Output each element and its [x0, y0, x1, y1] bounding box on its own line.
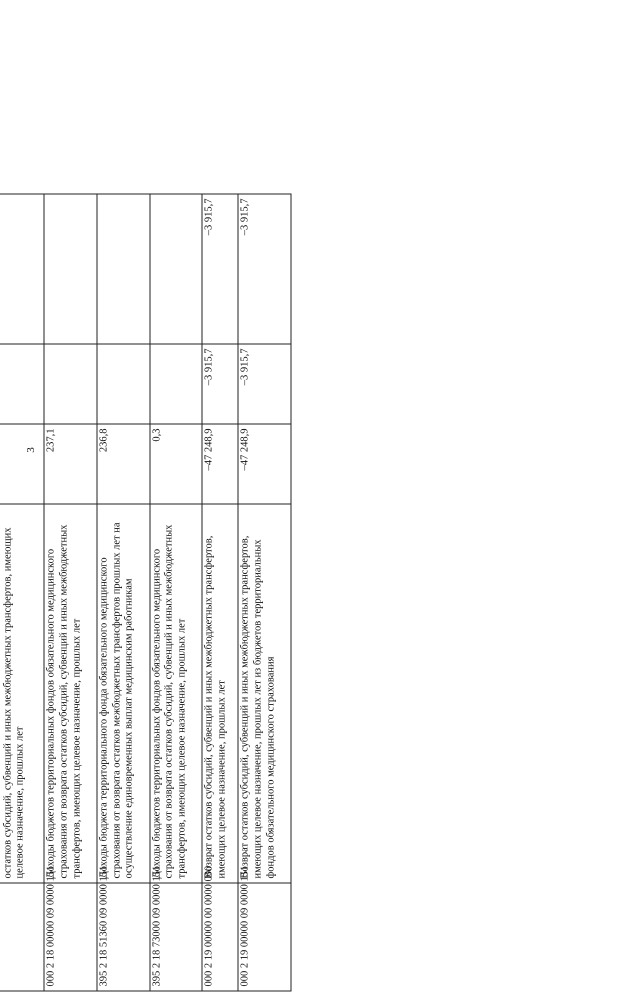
- table-row: [97, 194, 150, 991]
- table-row: [202, 194, 238, 991]
- row-value-2018: –3 915,7: [202, 344, 238, 424]
- table-row: [0, 194, 44, 991]
- row-name: Возврат остатков субсидий, субвенций и иных межбюджетных трансфертов, имеющих целевое назначение, прошлых лет: [202, 504, 238, 883]
- row-value-2019: [97, 194, 150, 344]
- row-value-2019: –3 915,7: [202, 194, 238, 344]
- table-row: [44, 194, 97, 991]
- row-name: Доходы бюджетов территориальных фондов обязательного медицинского страхования от возврата остатков субсидий, субвенций и иных межбюджетных трансфертов, имеющих целевое назначение, прошлых лет: [150, 504, 203, 883]
- row-value-2017: 236,8: [97, 424, 150, 504]
- row-code: [0, 883, 44, 991]
- row-value-2019: [0, 194, 44, 344]
- page-number: 3: [24, 447, 37, 453]
- row-name: Доходы бюджетов территориальных фондов обязательного медицинского страхования от возврата остатков субсидий, субвенций и иных межбюджетных трансфертов, имеющих целевое назначение, прошлых лет: [44, 504, 97, 883]
- row-value-2018: [150, 344, 203, 424]
- row-name: остатков субсидий, субвенций и иных межбюджетных трансфертов, имеющих целевое назначение, прошлых лет: [0, 504, 44, 883]
- row-name: Возврат остатков субсидий, субвенций и иных межбюджетных трансфертов, имеющих целевое назначение, прошлых лет из бюджетов территориальных фондов обязательного медицинского страхования: [238, 504, 291, 883]
- table-row: [150, 194, 203, 991]
- row-code: 395 2 18 73000 09 0000 151: [150, 883, 203, 991]
- row-value-2017: –47 248,9: [202, 424, 238, 504]
- row-value-2017: 0,3: [150, 424, 203, 504]
- row-value-2018: –3 915,7: [238, 344, 291, 424]
- row-value-2018: [44, 344, 97, 424]
- row-value-2017: –47 248,9: [238, 424, 291, 504]
- row-value-2019: [44, 194, 97, 344]
- row-code: 000 2 19 00000 00 0000 000: [202, 883, 238, 991]
- row-name: Доходы бюджета территориального фонда обязательного медицинского страхования от возврата остатков межбюджетных трансфертов прошлых лет на осуществление единовременных выплат медицинским работникам: [97, 504, 150, 883]
- row-value-2019: –3 915,7: [238, 194, 291, 344]
- rotated-table-wrapper: [0, 195, 292, 992]
- row-value-2017: [0, 424, 44, 504]
- budget-table: [0, 194, 292, 992]
- row-value-2019: [150, 194, 203, 344]
- row-code: 000 2 18 00000 09 0000 151: [44, 883, 97, 991]
- table-row: [238, 194, 291, 991]
- row-value-2017: 237,1: [44, 424, 97, 504]
- row-code: 395 2 18 51360 09 0000 151: [97, 883, 150, 991]
- row-code: 000 2 19 00000 09 0000 151: [238, 883, 291, 991]
- row-value-2018: [97, 344, 150, 424]
- row-value-2018: [0, 344, 44, 424]
